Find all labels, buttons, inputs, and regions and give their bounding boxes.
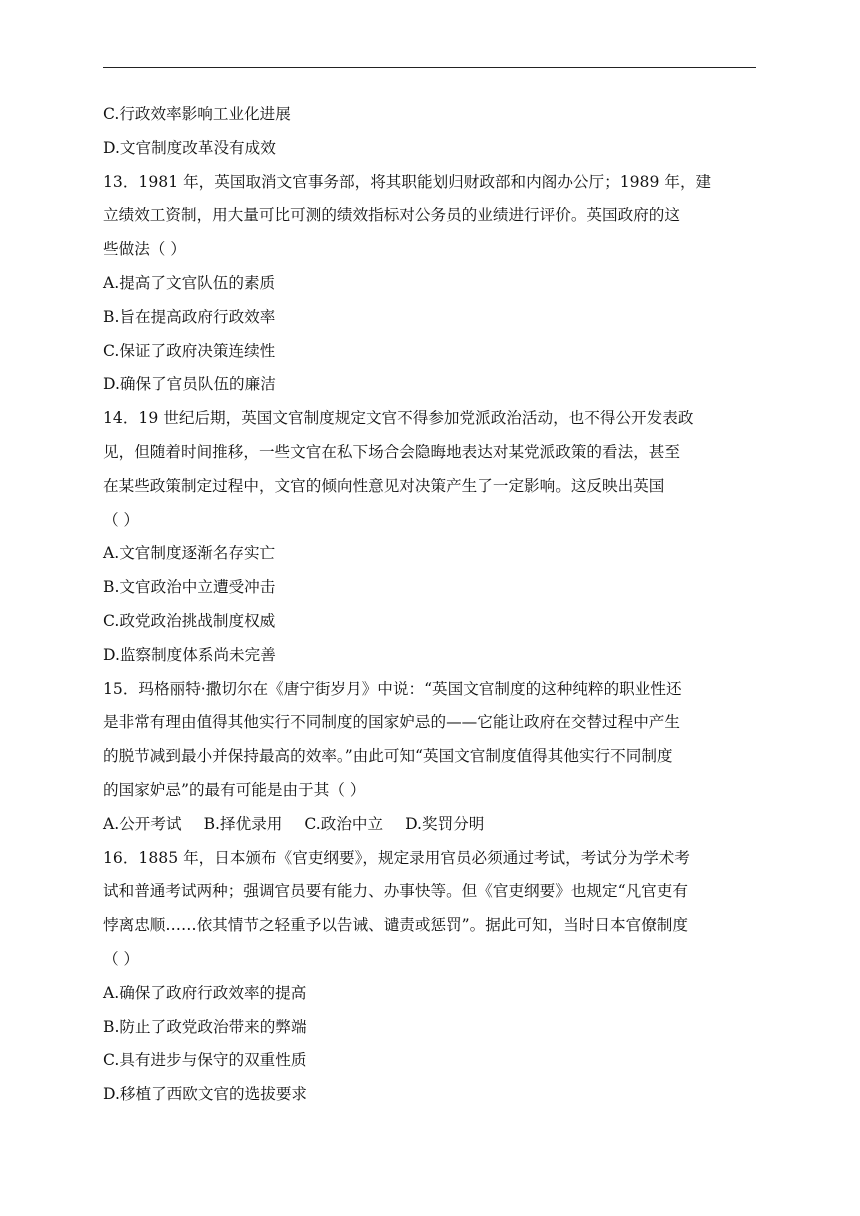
- option-a: A.公开考试: [103, 814, 182, 833]
- option-a: A.文官制度逐渐名存实亡: [103, 544, 276, 563]
- option-b: B.旨在提高政府行政效率: [103, 307, 276, 326]
- question-stem-line: 13．1981 年，英国取消文官事务部，将其职能划归财政部和内阁办公厅；1989 年，建: [103, 172, 712, 191]
- prev-question-options: [103, 98, 759, 166]
- option-d: D.监察制度体系尚未完善: [103, 645, 276, 664]
- inline-options: [103, 808, 759, 842]
- question-stem-line: 14．19 世纪后期，英国文官制度规定文官不得参加党派政治活动，也不得公开发表政: [103, 409, 694, 428]
- option-c: C.行政效率影响工业化进展: [103, 105, 291, 123]
- question-stem-line: 的国家妒忌”的最有可能是由于其（ ）: [103, 780, 366, 799]
- question-stem-line: 是非常有理由值得其他实行不同制度的国家妒忌的——它能让政府在交替过程中产生: [103, 713, 680, 732]
- option-c: C.政治中立: [304, 814, 384, 833]
- question-stem-line: 悖离忠顺……依其情节之轻重予以告诫、谴责或惩罚”。据此可知，当时日本官僚制度: [103, 916, 688, 935]
- header-rule: [103, 67, 756, 68]
- option-a: A.确保了政府行政效率的提高: [103, 983, 307, 1002]
- option-b: B.择优录用: [203, 814, 283, 833]
- question-stem-line: （ ）: [103, 949, 140, 968]
- document-body: [103, 98, 759, 1112]
- option-d: D.移植了西欧文官的选拔要求: [103, 1085, 308, 1104]
- question-stem-line: 15．玛格丽特·撒切尔在《唐宁街岁月》中说：“英国文官制度的这种纯粹的职业性还: [103, 679, 682, 698]
- option-b: B.防止了政党政治带来的弊端: [103, 1017, 307, 1036]
- question-14: [103, 402, 759, 672]
- option-d: D.确保了官员队伍的廉洁: [103, 375, 276, 394]
- option-d: D.文官制度改革没有成效: [103, 138, 276, 157]
- question-15: [103, 673, 759, 842]
- option-c: C.保证了政府决策连续性: [103, 341, 276, 360]
- question-stem-line: 在某些政策制定过程中，文官的倾向性意见对决策产生了一定影响。这反映出英国: [103, 476, 665, 495]
- question-stem-line: 立绩效工资制，用大量可比可测的绩效指标对公务员的业绩进行评价。英国政府的这: [103, 206, 680, 225]
- question-stem-line: （ ）: [103, 510, 140, 529]
- question-stem-line: 见，但随着时间推移，一些文官在私下场合会隐晦地表达对某党派政策的看法，甚至: [103, 442, 680, 461]
- option-a: A.提高了文官队伍的素质: [103, 273, 276, 292]
- option-c: C.具有进步与保守的双重性质: [103, 1051, 307, 1070]
- question-stem-line: 的脱节减到最小并保持最高的效率。”由此可知“英国文官制度值得其他实行不同制度: [103, 747, 673, 766]
- question-stem-line: 试和普通考试两种；强调官员要有能力、办事快等。但《官吏纲要》也规定“凡官吏有: [103, 882, 688, 901]
- question-16: [103, 842, 759, 1112]
- question-stem-line: 些做法（ ）: [103, 240, 186, 259]
- option-c: C.政党政治挑战制度权威: [103, 611, 276, 630]
- question-13: [103, 166, 759, 403]
- question-stem-line: 16．1885 年，日本颁布《官吏纲要》，规定录用官员必须通过考试，考试分为学术考: [103, 848, 690, 867]
- option-b: B.文官政治中立遭受冲击: [103, 578, 276, 597]
- option-d: D.奖罚分明: [405, 814, 485, 833]
